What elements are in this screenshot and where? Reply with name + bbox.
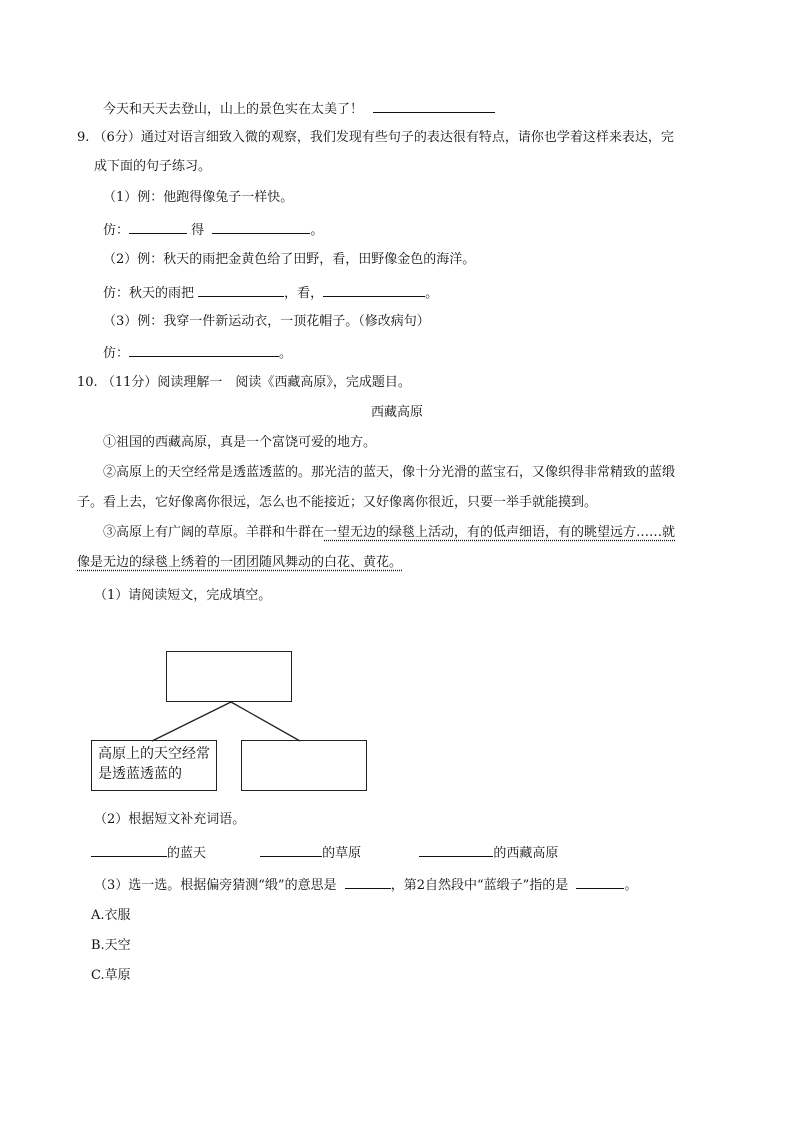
q9-p1-end: 。 [310,223,324,238]
q9-score: （6分） [93,130,141,145]
q10-intro: 阅读理解一 阅读《西藏高原》，完成题目。 [157,375,411,390]
q9-p1-blank-1[interactable] [129,219,187,234]
q8-sentence-line [103,98,495,120]
sub3-b: ，第2自然段中“蓝缎子”指的是 [390,878,569,893]
connector-left [152,702,231,741]
sub2-blank-3[interactable] [419,842,493,857]
q10-intro-line [77,373,411,393]
passage-para3-line1 [103,523,675,543]
passage-para3-line2 [77,553,402,573]
sub3-blank-1[interactable] [345,874,391,889]
para3-plain: ③高原上有广阔的草原。羊群和牛群在 [103,525,325,540]
q9-p1-example: （1）例：他跑得像兔子一样快。 [103,190,294,205]
sub3-blank-2[interactable] [576,874,624,889]
q9-intro-line1 [77,128,674,148]
q9-intro-2: 成下面的句子练习。 [94,159,212,174]
q9-p2-prefix: 仿：秋天的雨把 [103,286,195,301]
q10-sub1: （1）请阅读短文，完成填空。 [94,588,272,603]
q8-answer-blank[interactable] [373,98,495,113]
passage-para2-line2: 子。看上去，它好像离你很远，怎么也不能接近；又好像离你很近，只要一举手就能摸到。 [77,495,598,510]
q9-intro-1: 通过对语言细致入微的观察，我们发现有些句子的表达很有特点，请你也学着这样来表达，完 [140,130,674,145]
q9-p1-prefix: 仿： [103,223,130,238]
diagram-left-box [91,740,217,791]
q10-number: 10. [77,375,98,390]
para3-dotted-2: 像是无边的绿毯上绣着的一团团随风舞动的白花、黄花。 [77,555,403,570]
q9-p3-prefix: 仿： [103,346,130,361]
para3-dotted-1: 一望无边的绿毯上活动，有的低声细语，有的眺望远方……就 [324,525,676,540]
sub2-word3: 的西藏高原 [493,846,559,861]
q9-p2-example: （2）例：秋天的雨把金黄色给了田野，看，田野像金色的海洋。 [103,252,476,267]
q9-p2-imitate-line [103,282,438,304]
sub2-blank-1[interactable] [91,842,167,857]
connector-right [231,702,300,741]
diagram-top-box[interactable] [166,651,292,702]
sub3-a: （3）选一选。根据偏旁猜测“缎”的意思是 [94,878,337,893]
diagram-left-line1: 高原上的天空经常 [98,746,210,762]
q9-p1-mid: 得 [191,223,205,238]
sub3-c: 。 [624,878,638,893]
q9-number: 9. [77,130,90,145]
q9-p2-end: 。 [425,286,439,301]
q9-p2-blank-2[interactable] [323,282,425,297]
q10-sub2: （2）根据短文补充词语。 [94,812,246,827]
q9-p1-blank-2[interactable] [212,219,310,234]
passage-para2-line1: ②高原上的天空经常是透蓝透蓝的。那光洁的蓝天，像十分光滑的蓝宝石，又像织得非常精致的蓝缎 [103,465,676,480]
q9-p3-blank[interactable] [129,342,279,357]
diagram-right-box[interactable] [241,740,367,791]
q9-p2-blank-1[interactable] [198,282,284,297]
q10-sub3-line [94,874,637,896]
option-c[interactable]: C.草原 [91,968,131,983]
passage-para1: ①祖国的西藏高原，真是一个富饶可爱的地方。 [103,435,377,450]
sub2-word2: 的草原 [322,846,362,861]
q8-sentence: 今天和天天去登山，山上的景色实在太美了！ [103,102,364,117]
q9-p3-imitate-line [103,342,292,364]
q9-p2-mid: ，看， [284,286,324,301]
sub2-blank-2[interactable] [260,842,322,857]
sub2-word1: 的蓝天 [167,846,207,861]
q9-p1-imitate-line [103,219,323,241]
q10-score: （11分） [101,375,158,390]
passage-title: 西藏高原 [370,405,423,420]
q9-p3-end: 。 [279,346,293,361]
q10-sub2-words-line [91,842,558,864]
option-b[interactable]: B.天空 [91,938,131,953]
option-a[interactable]: A.衣服 [91,908,131,923]
q9-p3-example: （3）例：我穿一件新运动衣，一顶花帽子。（修改病句） [103,314,430,329]
diagram-left-line2: 是透蓝透蓝的 [98,766,182,782]
